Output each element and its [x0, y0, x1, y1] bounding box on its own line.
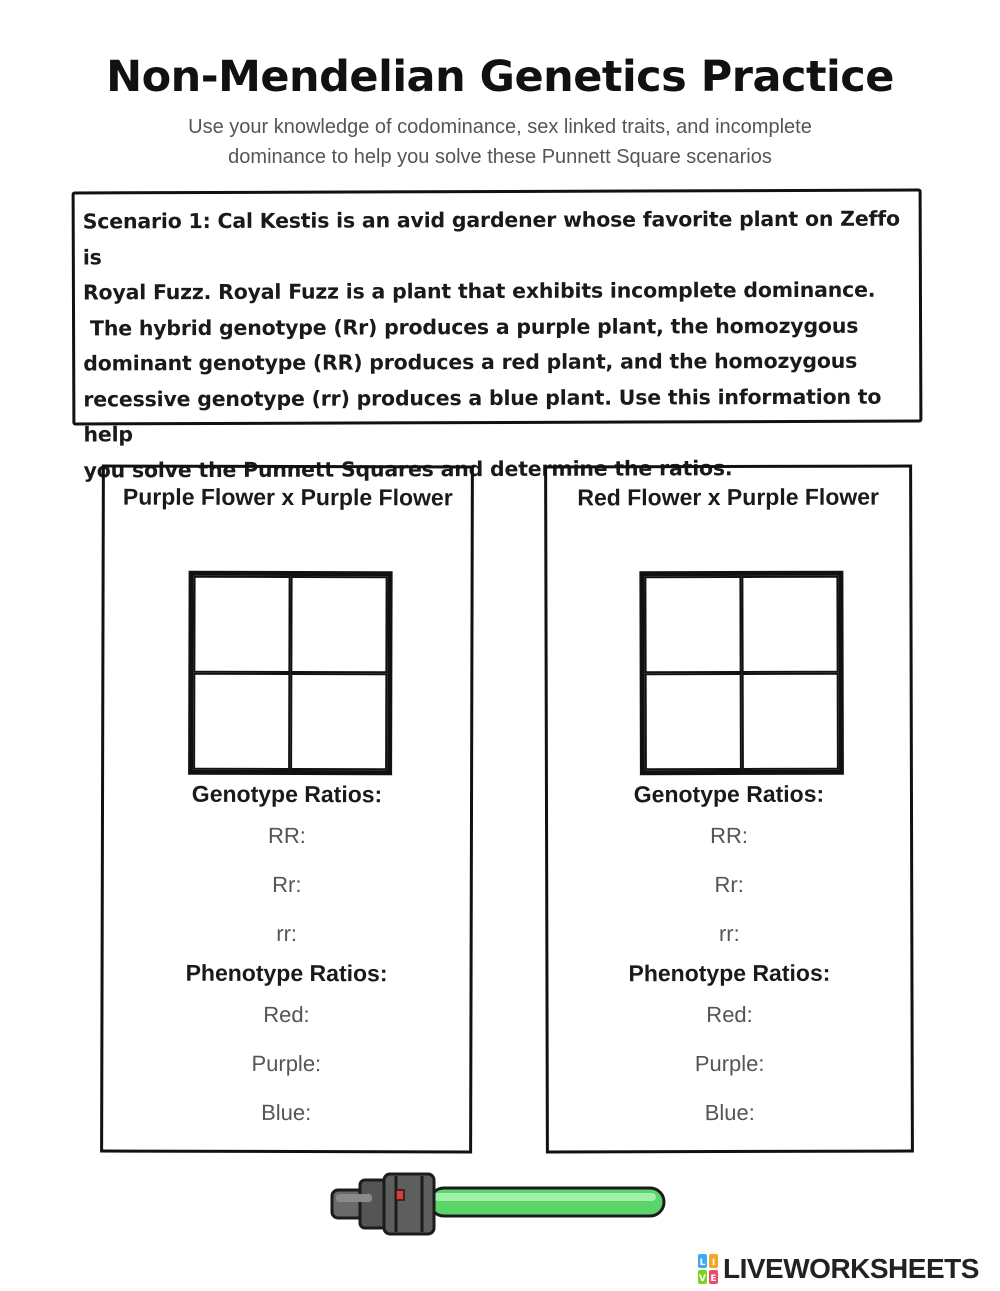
phenotype-blue-label[interactable]: Blue:	[261, 1099, 312, 1126]
panel-title: Red Flower x Purple Flower	[577, 483, 880, 511]
genotype-heading: Genotype Ratios:	[633, 780, 825, 808]
punnett-cell[interactable]	[645, 673, 742, 770]
genotype-rr-hybrid-label[interactable]: Rr:	[272, 871, 302, 898]
phenotype-blue-label[interactable]: Blue:	[704, 1099, 755, 1126]
phenotype-red-label[interactable]: Red:	[706, 1001, 753, 1028]
punnett-square	[639, 571, 844, 776]
punnett-cell[interactable]	[193, 576, 290, 673]
punnett-cell[interactable]	[741, 576, 838, 673]
logo-text: LIVEWORKSHEETS	[723, 1253, 979, 1284]
logo-letter: I	[711, 1258, 716, 1268]
scenario-line: Royal Fuzz. Royal Fuzz is a plant that exhibits incomplete dominance.	[82, 277, 876, 305]
scenario-box	[72, 189, 923, 482]
panel-title: Purple Flower x Purple Flower	[122, 483, 453, 511]
scenario-line: dominant genotype (RR) produces a red plant, and the homozygous	[83, 348, 858, 376]
phenotype-heading: Phenotype Ratios:	[628, 959, 831, 987]
phenotype-heading: Phenotype Ratios:	[185, 959, 388, 987]
logo-letter: E	[710, 1274, 717, 1284]
cross-panel-red-purple	[544, 465, 914, 1154]
punnett-square	[188, 571, 393, 776]
logo-letter: L	[699, 1258, 706, 1268]
genotype-rr-hybrid-label[interactable]: Rr:	[714, 871, 744, 898]
genotype-heading: Genotype Ratios:	[191, 780, 383, 808]
logo-letter: V	[699, 1274, 706, 1284]
phenotype-red-label[interactable]: Red:	[263, 1001, 310, 1028]
scenario-line: you solve the Punnett Squares and determine the ratios.	[83, 455, 733, 482]
cross-panel-purple-purple	[100, 465, 474, 1154]
phenotype-purple-label[interactable]: Purple:	[694, 1050, 765, 1077]
subtitle-line: dominance to help you solve these Punnett Square scenarios	[228, 146, 772, 168]
liveworksheets-logo-icon	[697, 1254, 719, 1284]
page-subtitle	[120, 112, 880, 172]
page-title: Non-Mendelian Genetics Practice	[106, 52, 894, 102]
punnett-cell[interactable]	[644, 576, 741, 673]
punnett-cell[interactable]	[742, 673, 839, 770]
phenotype-purple-label[interactable]: Purple:	[251, 1050, 322, 1077]
lightsaber-icon	[330, 1168, 675, 1244]
punnett-cell[interactable]	[290, 576, 387, 673]
scenario-line: recessive genotype (rr) produces a blue plant. Use this information to help	[83, 384, 882, 447]
genotype-rr-dominant-label[interactable]: RR:	[267, 822, 306, 849]
scenario-line: Scenario 1: Cal Kestis is an avid gardener whose favorite plant on Zeffo is	[82, 206, 900, 269]
punnett-cell[interactable]	[193, 673, 290, 770]
punnett-cell[interactable]	[290, 673, 387, 770]
genotype-rr-recessive-label[interactable]: rr:	[718, 920, 740, 947]
scenario-line: The hybrid genotype (Rr) produces a purple plant, the homozygous	[83, 313, 859, 340]
subtitle-line: Use your knowledge of codominance, sex linked traits, and incomplete	[188, 116, 812, 138]
genotype-rr-recessive-label[interactable]: rr:	[276, 920, 298, 947]
genotype-rr-dominant-label[interactable]: RR:	[710, 822, 749, 849]
liveworksheets-logo[interactable]	[697, 1252, 979, 1286]
